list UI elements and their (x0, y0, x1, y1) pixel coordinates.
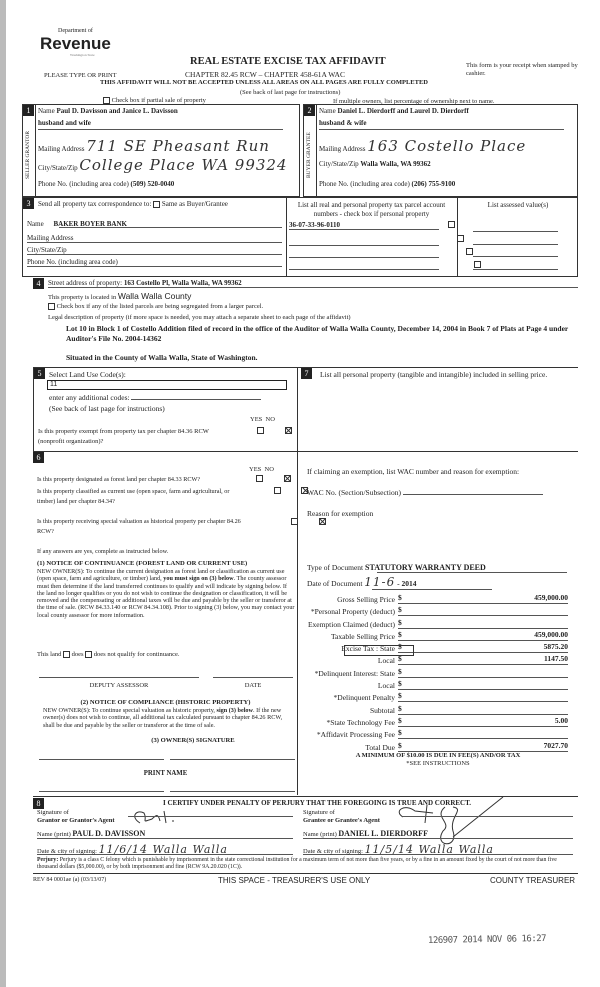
legal-label: Legal description of property (if more space is needed, you may attach a separate sheet to each page of the affidavit) (48, 314, 351, 321)
fee-label: Local (377, 656, 395, 666)
assessed-value-field[interactable] (473, 231, 558, 232)
continuance-qualify: This land does does not qualify for continuance. (37, 651, 180, 658)
fee-value-field[interactable]: $ (398, 667, 568, 678)
dor-logo (38, 28, 111, 68)
doc-date-field[interactable]: Date of Document 11-6 - 2014 (307, 575, 567, 590)
legal-description-situated: Situated in the County of Walla Walla, State of Washington. (66, 353, 258, 362)
perjury-note: Perjury: Perjury is a class C felony which is punishable by imprisonment in the state correctional institution for a maximum term of not more than five years, or by a fine in an amount fixed by the court of not more than five thousand dollars ($5,000.00), or by both imprisonment and fine (RCW 9A.20.020 (1C)). (37, 857, 557, 870)
seller-phone-field[interactable]: Phone No. (including area code) (509) 520-0040 (38, 180, 175, 188)
yes-no-header: YES NO (249, 466, 274, 473)
fee-row (298, 691, 568, 702)
notice-continuance-text: NEW OWNER(S): To continue the current designation as forest land or classification as current use (open space, farm and agriculture, or timber) land, you must sign on (3) below. The county assessor must then determine if the land transferred continues to qualify and will indicate by signing below. If the land no longer qualifies or you do not wish to continue the designation or classification, it will be removed and the compensating or additional taxes will be due and payable by the seller or transferor at the time of sale. (RCW 84.33.140 or RCW 84.34.108). Prior to signing (3) below, you may contact your local county assessor for more information. (37, 568, 295, 619)
tax-correspondence-section (22, 197, 578, 277)
grantee-date-field[interactable]: Date & city of signing: 11/5/14 Walla Walla (303, 843, 573, 855)
grantor-name-field[interactable]: Name (print) PAUL D. DAVISSON (37, 829, 293, 839)
county-treasurer: COUNTY TREASURER (490, 876, 576, 885)
fee-label: *Affidavit Processing Fee (316, 730, 395, 740)
seller-mailing-field[interactable]: Mailing Address 711 SE Pheasant Run (38, 137, 270, 155)
warning: THIS AFFIDAVIT WILL NOT BE ACCEPTED UNLESS ALL AREAS ON ALL PAGES ARE FULLY COMPLETED (100, 79, 428, 86)
fee-value-field[interactable]: $ 1147.50 (398, 654, 568, 664)
forest-no-checkbox[interactable] (284, 475, 291, 482)
grantor-signature-label: Signature of Grantor or Grantor's Agent (37, 809, 115, 824)
seller-city-field[interactable]: City/State/Zip College Place WA 99324 (38, 156, 288, 174)
buyer-mailing-field[interactable]: Mailing Address 163 Costello Place (319, 137, 527, 155)
yes-no-header: YES NO (250, 416, 275, 423)
parcel-number-field[interactable] (289, 250, 439, 258)
seller-section (22, 104, 300, 197)
exemption-label: If claiming an exemption, list WAC number and reason for exemption: (307, 467, 520, 476)
land-use-label: Select Land Use Code(s): (49, 370, 126, 379)
fee-row (298, 630, 568, 641)
notice-continuance-title: (1) NOTICE OF CONTINUANCE (FOREST LAND OR CURRENT USE) (37, 560, 248, 567)
print-name-line[interactable] (39, 791, 164, 792)
assessed-value-field[interactable] (473, 244, 558, 245)
historic-question: Is this property receiving special valuation as historical property per chapter 84.26 RCW? (37, 518, 241, 535)
exempt-question: Is this property exempt from property tax per chapter 84.36 RCW (nonprofit organization)? (38, 428, 209, 445)
multiple-owners: If multiple owners, list percentage of ownership next to name. (333, 98, 495, 105)
fee-value-field[interactable]: $ (398, 618, 568, 629)
wac-field[interactable]: WAC No. (Section/Subsection) (307, 488, 543, 497)
fee-row (298, 704, 568, 715)
parcel-number-field[interactable]: 36-07-33-96-0110 (289, 221, 439, 230)
fee-row (298, 741, 568, 752)
fee-row (298, 716, 568, 727)
owner-signature-title: (3) OWNER(S) SIGNATURE (151, 737, 235, 744)
fee-row (298, 618, 568, 629)
additional-codes-field[interactable]: enter any additional codes: (49, 393, 261, 402)
print-name-line[interactable] (170, 791, 295, 792)
seller-name2-field[interactable]: husband and wife (38, 119, 283, 130)
parcel-number-field[interactable] (289, 262, 439, 270)
fee-table (298, 593, 568, 753)
buyer-label: BUYER GRANTEE (306, 132, 312, 178)
fee-value-field[interactable]: $ 459,000.00 (398, 593, 568, 602)
does-checkbox[interactable] (63, 651, 70, 658)
section-number: 2 (304, 105, 315, 116)
fee-value-field[interactable]: $ 7027.70 (398, 740, 568, 750)
notice-compliance-title: (2) NOTICE OF COMPLIANCE (HISTORIC PROPERTY) (80, 699, 251, 706)
fee-row (298, 593, 568, 604)
signature-line (403, 816, 573, 817)
fee-row (298, 654, 568, 665)
fee-value-field[interactable]: $ 459,000.00 (398, 629, 568, 639)
owner-signature-line[interactable] (39, 759, 164, 760)
partial-sale-label: Check box if partial sale of property (111, 97, 206, 104)
grantor-signature[interactable] (128, 807, 208, 827)
assessed-value-field[interactable] (473, 256, 558, 257)
fee-row (298, 728, 568, 739)
see-back: (See back of last page for instructions) (240, 89, 341, 96)
fee-value-field[interactable]: $ (398, 691, 568, 702)
same-as-buyer-checkbox[interactable] (153, 201, 160, 208)
grantee-name-field[interactable]: Name (print) DANIEL L. DIERDORFF (303, 829, 573, 839)
fee-value-field[interactable]: $ (398, 605, 568, 616)
does-not-checkbox[interactable] (85, 651, 92, 658)
owner-signature-line[interactable] (170, 759, 295, 760)
deputy-assessor-label: DEPUTY ASSESSOR (89, 682, 149, 689)
fee-label: Gross Selling Price (337, 595, 395, 604)
minimum-note: A MINIMUM OF $10.00 IS DUE IN FEE(S) AND/OR TAX (355, 752, 521, 759)
date-label: DATE (244, 682, 262, 689)
section-number: 4 (33, 278, 44, 289)
if-yes-note: If any answers are yes, complete as instructed below. (37, 548, 169, 555)
fee-label: Taxable Selling Price (330, 631, 395, 641)
fee-label: *Delinquent Penalty (333, 693, 395, 703)
segregated: Check box if any of the listed parcels are being segregated from a larger parcel. (48, 303, 263, 310)
current-use-yes-checkbox[interactable] (274, 487, 281, 494)
fee-value-field[interactable]: $ (398, 704, 568, 715)
signature-line (128, 816, 293, 817)
logo-text: Washington State (70, 53, 95, 57)
street-address-field[interactable]: Street address of property: 163 Costello Pl, Walla Walla, WA 99362 (48, 279, 578, 288)
correspondence-mailing-field[interactable]: Mailing Address (27, 234, 282, 243)
fee-label: Excise Tax : State (341, 644, 395, 654)
personal-property-checkbox[interactable] (466, 248, 473, 255)
fee-row (298, 679, 568, 690)
current-use-question: Is this property classified as current use (open space, farm and agricultural, or timber) land per chapter 84.34? (37, 488, 230, 505)
grantor-date-field[interactable]: Date & city of signing: 11/6/14 Walla Walla (37, 843, 293, 855)
section-number: 8 (33, 798, 44, 809)
correspondence-phone-field[interactable]: Phone No. (including area code) (27, 258, 282, 267)
certify-statement: I CERTIFY UNDER PENALTY OF PERJURY THAT THE FOREGOING IS TRUE AND CORRECT. (163, 799, 472, 807)
assessed-header: List assessed value(s) (487, 201, 549, 209)
section-number: 6 (33, 452, 44, 463)
receipt-note: This form is your receipt when stamped by cashier. (466, 62, 578, 77)
logo-text: Revenue (40, 34, 111, 53)
personal-property-checkbox[interactable] (474, 261, 481, 268)
cashier-stamp: 126907 2014 NOV 06 16:27 (427, 933, 547, 947)
buyer-name-field[interactable]: Name Daniel L. Dierdorff and Laurel D. Dierdorff (319, 107, 469, 115)
doc-type-field[interactable]: Type of Document STATUTORY WARRANTY DEED (307, 563, 567, 573)
land-use-code-input[interactable]: 11 (47, 380, 287, 390)
local-rate-box[interactable] (344, 645, 414, 656)
section-6 (33, 452, 298, 795)
buyer-section (303, 104, 578, 197)
see-back: (See back of last page for instructions) (49, 404, 165, 413)
partial-sale-checkbox[interactable] (103, 97, 110, 104)
forest-yes-checkbox[interactable] (256, 475, 263, 482)
notice-compliance-text: NEW OWNER(S): To continue special valuation as historic property, sign (3) below. If the new owner(s) does not wish to continue, all additional tax calculated pursuant to chapter 84.26 RCW, shall be due and payable by the seller or transferor at the time of sale. (43, 707, 283, 729)
exempt-no-checkbox[interactable] (285, 427, 292, 434)
segregated-checkbox[interactable] (48, 303, 55, 310)
parcel-number-field[interactable] (289, 238, 439, 246)
fee-row (298, 605, 568, 616)
fee-row (298, 667, 568, 678)
fee-label: Local (377, 681, 395, 691)
land-use-section (33, 367, 298, 452)
forest-land-question: Is this property designated as forest land per chapter 84.33 RCW? (37, 476, 201, 483)
seller-label: SELLER GRANTOR (25, 130, 31, 180)
partial-sale[interactable] (103, 97, 206, 104)
deputy-assessor-signature-line[interactable] (39, 677, 199, 678)
section-number: 5 (34, 368, 45, 379)
fee-label: Subtotal (369, 705, 395, 715)
fee-value-field[interactable]: $ (398, 679, 568, 690)
buyer-city-field[interactable]: City/State/Zip Walla Walla, WA 99362 (319, 160, 431, 168)
fee-value-field[interactable]: $ 5875.20 (398, 642, 568, 652)
fee-value-field[interactable]: $ 5.00 (398, 715, 568, 725)
historic-yes-checkbox[interactable] (291, 518, 298, 525)
assessed-value-field[interactable] (473, 269, 558, 270)
personal-property-checkbox[interactable] (448, 221, 455, 228)
fee-label: *State Technology Fee (326, 717, 395, 727)
fee-label: *Personal Property (deduct) (310, 607, 395, 617)
form-revision: REV 84 0001ae (a) (03/13/07) (33, 877, 107, 883)
reason-label: Reason for exemption (307, 509, 374, 518)
please-type: PLEASE TYPE OR PRINT (44, 72, 117, 79)
county-field[interactable]: This property is located in Walla Walla County (48, 291, 192, 301)
form-title: REAL ESTATE EXCISE TAX AFFIDAVIT (190, 56, 386, 67)
send-to-label: Send all property tax correspondence to: Same as Buyer/Grantee (38, 200, 228, 208)
scan-edge (0, 0, 6, 987)
section-number: 7 (301, 368, 312, 379)
seller-name-field[interactable]: Name Paul D. Davisson and Janice L. Davisson (38, 107, 178, 115)
section-number: 1 (23, 105, 34, 116)
correspondence-city-field[interactable]: City/State/Zip (27, 246, 282, 255)
fee-value-field[interactable]: $ (398, 728, 568, 739)
parcel-header: List all real and personal property tax parcel account numbers - check box if personal property (297, 201, 446, 218)
fee-label: *Delinquent Interest: State (314, 668, 395, 678)
see-instructions: *SEE INSTRUCTIONS (406, 760, 470, 767)
section-number: 3 (23, 198, 34, 209)
date-line[interactable] (213, 677, 293, 678)
exempt-yes-checkbox[interactable] (257, 427, 264, 434)
fee-label: Total Due (365, 742, 395, 752)
logo-text: Department of (58, 28, 93, 34)
personal-property-label: List all personal property (tangible and intangible) included in selling price. (320, 370, 548, 379)
buyer-phone-field[interactable]: Phone No. (including area code) (206) 755-9100 (319, 180, 456, 188)
print-name-label: PRINT NAME (143, 770, 188, 777)
fee-row (298, 642, 568, 653)
section-7 (298, 367, 578, 795)
correspondence-name-field[interactable]: Name BAKER BOYER BANK (27, 220, 282, 228)
grantee-signature-label: Signature of Grantee or Grantee's Agent (303, 809, 380, 824)
legal-description: Lot 10 in Block 1 of Costello Addition filed of record in the office of the Auditor of Walla Walla County, December 14, 2004 in Book 7 of Plats at Page 4 under Auditor's File No. 2004-14362 (66, 324, 569, 343)
fee-label: Exemption Claimed (deduct) (307, 619, 395, 629)
form-chapter: CHAPTER 82.45 RCW – CHAPTER 458-61A WAC (185, 70, 345, 79)
certification-section (33, 796, 578, 874)
buyer-name2-field[interactable]: husband & wife (319, 119, 564, 130)
treasurer-use: THIS SPACE - TREASURER'S USE ONLY (218, 876, 371, 885)
